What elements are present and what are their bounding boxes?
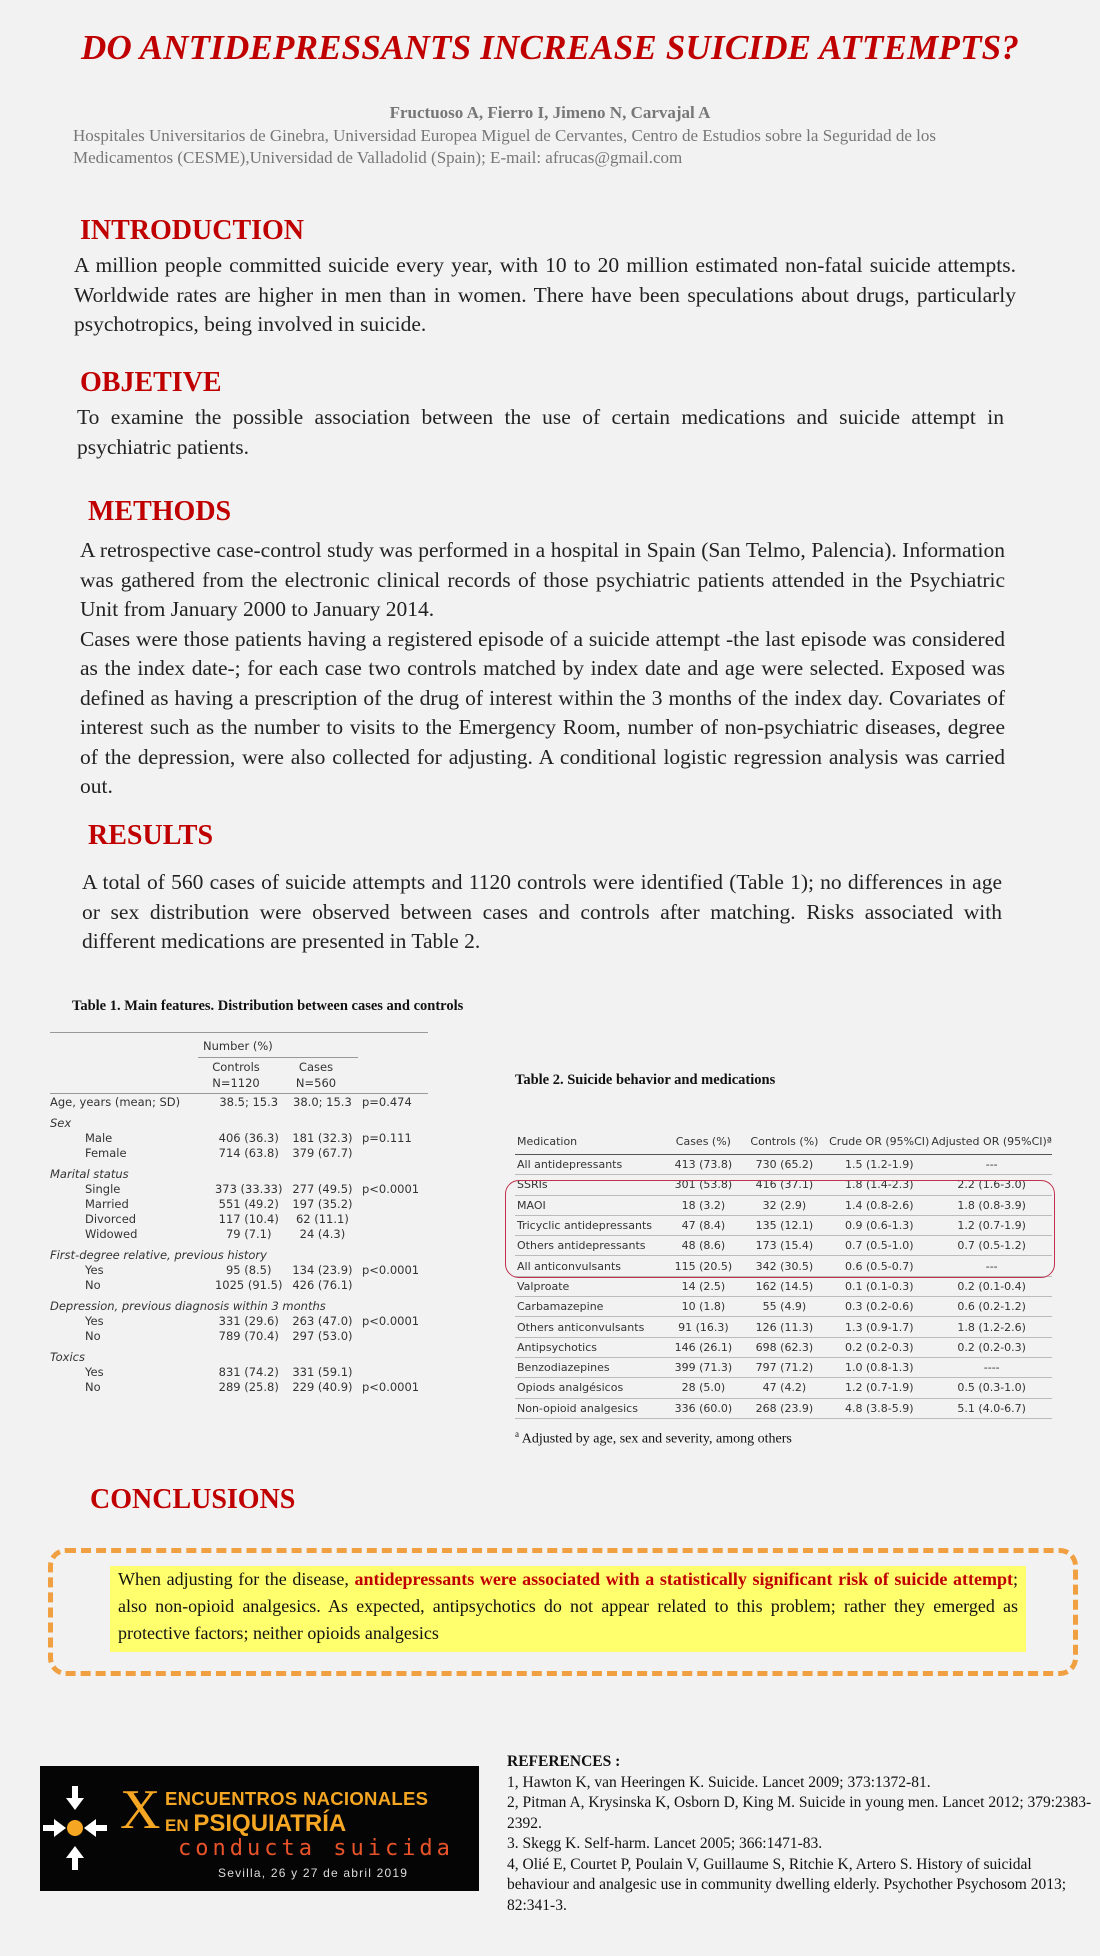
table2-value-cell: 4.8 (3.8-5.9) <box>827 1398 931 1418</box>
references <box>507 1752 1097 1916</box>
table2-value-cell: 0.2 (0.1-0.4) <box>931 1276 1052 1296</box>
table2-header-cell: Controls (%) <box>742 1128 827 1155</box>
table2-value-cell: 698 (62.3) <box>742 1337 827 1357</box>
table1-cell-cases: 24 (4.3) <box>299 1227 346 1241</box>
table2-medication-cell: Valproate <box>515 1276 665 1296</box>
table2-medication-cell: Antipsychotics <box>515 1337 665 1357</box>
table1-cell-cases: 263 (47.0) <box>292 1314 353 1328</box>
table2-row <box>515 1317 1052 1337</box>
table2-medication-cell: Others antidepressants <box>515 1236 665 1256</box>
table1-cell-label: Single <box>85 1182 121 1196</box>
table1-col-controls: Controls <box>212 1060 260 1074</box>
table1-cell-controls: 406 (36.3) <box>218 1131 279 1145</box>
table1-body <box>50 1095 430 1395</box>
table1-row <box>50 1365 430 1380</box>
table2-value-cell: 126 (11.3) <box>742 1317 827 1337</box>
table2-row <box>515 1357 1052 1377</box>
table2-value-cell: 146 (26.1) <box>665 1337 742 1357</box>
logo-line-2 <box>165 1810 346 1838</box>
table2-value-cell: 413 (73.8) <box>665 1155 742 1175</box>
table2-medication-cell: Benzodiazepines <box>515 1357 665 1377</box>
table1-cell-p: p<0.0001 <box>361 1263 420 1277</box>
table1-cell-label: No <box>85 1380 101 1394</box>
table1-group-label: First-degree relative, previous history <box>50 1248 267 1262</box>
table1-row <box>50 1182 430 1197</box>
table1-cell-controls: 331 (29.6) <box>218 1314 279 1328</box>
table1-group-row <box>50 1161 430 1182</box>
table2-value-cell: 47 (4.2) <box>742 1378 827 1398</box>
table2-value-cell: 14 (2.5) <box>665 1276 742 1296</box>
table2-value-cell: 1.5 (1.2-1.9) <box>827 1155 931 1175</box>
table2-value-cell: 0.1 (0.1-0.3) <box>827 1276 931 1296</box>
table1-cell-cases: 426 (76.1) <box>292 1278 353 1292</box>
table1-cell-p: p=0.111 <box>361 1131 412 1145</box>
table1-cell-label: Married <box>85 1197 129 1211</box>
table2-value-cell: 0.9 (0.6-1.3) <box>827 1215 931 1235</box>
table2-medication-cell: SSRIs <box>515 1175 665 1195</box>
table1-cell-p: p<0.0001 <box>361 1314 420 1328</box>
table2-value-cell: 1.0 (0.8-1.3) <box>827 1357 931 1377</box>
logo-line-2-prefix: EN <box>165 1816 194 1835</box>
table1-cell-controls: 117 (10.4) <box>218 1212 279 1226</box>
conclusions-text <box>110 1566 1026 1652</box>
table2-value-cell: 342 (30.5) <box>742 1256 827 1276</box>
table1-cell-label: Yes <box>85 1263 104 1277</box>
table1-header-rule <box>198 1057 358 1058</box>
logo-line-2-main: PSIQUIATRÍA <box>193 1810 347 1837</box>
table1-group-label: Depression, previous diagnosis within 3 months <box>50 1299 326 1313</box>
table2-value-cell: 135 (12.1) <box>742 1215 827 1235</box>
reference-item: 2, Pitman A, Krysinska K, Osborn D, King M. Suicide in young men. Lancet 2012; 379:2383-2392. <box>507 1794 1092 1832</box>
table1-group-row <box>50 1242 430 1263</box>
affiliation-line-2: Medicamentos (CESME),Universidad de Valladolid (Spain); E-mail: afrucas@gmail.com <box>73 148 683 167</box>
objective-heading: OBJETIVE <box>80 367 222 398</box>
table1-cell-cases: 134 (23.9) <box>292 1263 353 1277</box>
table2-value-cell: 399 (71.3) <box>665 1357 742 1377</box>
table1-group-label: Toxics <box>50 1350 85 1364</box>
objective-text: To examine the possible association between the use of certain medications and suicide attempt in psychiatric patients. <box>77 405 1004 459</box>
table1-cell-label: Widowed <box>85 1227 138 1241</box>
table1-row <box>50 1146 430 1161</box>
antidepressant-highlight-box <box>505 1180 1055 1278</box>
introduction-text: A million people committed suicide every year, with 10 to 20 million estimated non-fatal suicide attempts. Worldwide rates are higher in men than in women. There have been speculations about drugs, particularly psychotropics, being involved in suicide. <box>74 253 1016 336</box>
table2-medication-cell: All antidepressants <box>515 1155 665 1175</box>
conclusions-heading: CONCLUSIONS <box>90 1484 296 1515</box>
reference-item: 4, Olié E, Courtet P, Poulain V, Guillaume S, Ritchie K, Artero S. History of suicidal behaviour and analgesic use in community dwelling elderly. Psychother Psychosom 2013; 82:341-3. <box>507 1855 1067 1914</box>
table1 <box>50 1032 430 1395</box>
table2-row <box>515 1398 1052 1418</box>
table1-cell-controls: 551 (49.2) <box>218 1197 279 1211</box>
table1-cell-controls: 373 (33.33) <box>214 1182 283 1196</box>
table1-header-bottom-rule <box>50 1093 428 1094</box>
logo-line-1: ENCUENTROS NACIONALES <box>165 1788 429 1809</box>
table2-value-cell: 5.1 (4.0-6.7) <box>931 1398 1052 1418</box>
table2-header-cell: Medication <box>515 1128 665 1155</box>
table2-medication-cell: MAOI <box>515 1195 665 1215</box>
table1-cell-controls: 95 (8.5) <box>225 1263 272 1277</box>
table2-value-cell: 268 (23.9) <box>742 1398 827 1418</box>
table1-cell-label: Divorced <box>85 1212 137 1226</box>
table1-cell-cases: 379 (67.7) <box>292 1146 353 1160</box>
table2-medication-cell: Tricyclic antidepressants <box>515 1215 665 1235</box>
table2-value-cell: 1.2 (0.7-1.9) <box>931 1215 1052 1235</box>
table2-value-cell: 162 (14.5) <box>742 1276 827 1296</box>
table1-cell-controls: 714 (63.8) <box>218 1146 279 1160</box>
references-heading: REFERENCES : <box>507 1753 621 1770</box>
table1-cell-p <box>358 1365 430 1380</box>
table1-cell-p <box>358 1227 430 1242</box>
table2-value-cell: 1.8 (1.2-2.6) <box>931 1317 1052 1337</box>
table1-cell-cases: 229 (40.9) <box>292 1380 353 1394</box>
table2-medication-cell: All anticonvulsants <box>515 1256 665 1276</box>
table2-value-cell: 10 (1.8) <box>665 1297 742 1317</box>
results-text: A total of 560 cases of suicide attempts and 1120 controls were identified (Table 1); no differences in age or sex distribution were observed between cases and controls after matching. Risks associated with different medications are presented in Table 2. <box>82 870 1002 953</box>
table1-group-row <box>50 1110 430 1131</box>
table2-value-cell: 91 (16.3) <box>665 1317 742 1337</box>
table1-group-row <box>50 1293 430 1314</box>
table1-cell-label: No <box>85 1329 101 1343</box>
table1-cell-cases: 197 (35.2) <box>292 1197 353 1211</box>
table1-cell-p: p<0.0001 <box>361 1380 420 1394</box>
table1-n-controls: N=1120 <box>212 1076 260 1090</box>
congress-logo <box>40 1766 479 1891</box>
table2-value-cell: 1.2 (0.7-1.9) <box>827 1378 931 1398</box>
table1-cell-controls: 289 (25.8) <box>218 1380 279 1394</box>
table1-group-row <box>50 1344 430 1365</box>
table2-row <box>515 1155 1052 1175</box>
table2-medication-cell: Opiods analgésicos <box>515 1378 665 1398</box>
table1-caption: Table 1. Main features. Distribution between cases and controls <box>72 998 464 1014</box>
table2-header-cell: Crude OR (95%CI) <box>827 1128 931 1155</box>
table1-cell-p <box>358 1212 430 1227</box>
table2-value-cell: 0.6 (0.5-0.7) <box>827 1256 931 1276</box>
methods-heading: METHODS <box>88 496 232 527</box>
table1-cell-controls: 831 (74.2) <box>218 1365 279 1379</box>
logo-numeral: X <box>120 1779 161 1841</box>
table2-medication-cell: Others anticonvulsants <box>515 1317 665 1337</box>
table2-value-cell: 0.6 (0.2-1.2) <box>931 1297 1052 1317</box>
table2-footnote-mark: a <box>515 1428 519 1439</box>
table2-value-cell: --- <box>931 1256 1052 1276</box>
table1-cell-label: Age, years (mean; SD) <box>50 1095 181 1109</box>
table1-cell-cases: 62 (11.1) <box>295 1212 349 1226</box>
table2-footnote-text: Adjusted by age, sex and severity, among others <box>521 1431 792 1447</box>
table2-value-cell: 18 (3.2) <box>665 1195 742 1215</box>
table2-header-cell: Cases (%) <box>665 1128 742 1155</box>
table1-row <box>50 1227 430 1242</box>
methods-text <box>80 536 1005 802</box>
introduction-heading: INTRODUCTION <box>80 215 305 246</box>
table1-row <box>50 1212 430 1227</box>
table1-cell-cases: 277 (49.5) <box>292 1182 353 1196</box>
table1-cell-p <box>358 1329 430 1344</box>
table2-value-cell: 173 (15.4) <box>742 1236 827 1256</box>
table2-medication-cell: Non-opioid analgesics <box>515 1398 665 1418</box>
conclusions-text-end: ; also non-opioid analgesics. As expected, antipsychotics do not appear related to this problem; rather they emerged as protective factors; neither opioids analgesics <box>118 1569 1018 1643</box>
table1-row <box>50 1095 430 1110</box>
table1-cell-p <box>358 1197 430 1212</box>
table2-row <box>515 1276 1052 1296</box>
results-heading: RESULTS <box>88 820 214 851</box>
table2-value-cell: ---- <box>931 1357 1052 1377</box>
poster-title: DO ANTIDEPRESSANTS INCREASE SUICIDE ATTEMPTS? <box>80 28 1020 67</box>
table2-value-cell: 47 (8.4) <box>665 1215 742 1235</box>
table2-header-cell: Adjusted OR (95%CI)ª <box>931 1128 1052 1155</box>
table2-value-cell: --- <box>931 1155 1052 1175</box>
table2 <box>515 1128 1052 1448</box>
table2-value-cell: 0.5 (0.3-1.0) <box>931 1378 1052 1398</box>
table1-cell-controls: 789 (70.4) <box>218 1329 279 1343</box>
table2-value-cell: 1.8 (1.4-2.3) <box>827 1175 931 1195</box>
table2-value-cell: 0.7 (0.5-1.2) <box>931 1236 1052 1256</box>
table2-value-cell: 1.8 (0.8-3.9) <box>931 1195 1052 1215</box>
table1-cell-label: Yes <box>85 1314 104 1328</box>
table1-cell-label: Male <box>85 1131 113 1145</box>
affiliation <box>73 125 1033 169</box>
methods-paragraph-1: A retrospective case-control study was performed in a hospital in Spain (San Telmo, Palencia). Information was gathered from the electronic clinical records of those psychiatric patients attended in the Psychiatric Unit from January 2000 to January 2014. <box>80 538 1005 621</box>
reference-item: 3. Skegg K. Self-harm. Lancet 2005; 366:1471-83. <box>507 1835 823 1852</box>
table1-row <box>50 1314 430 1329</box>
table1-group-label: Marital status <box>50 1167 129 1181</box>
table1-cell-p <box>358 1278 430 1293</box>
table1-group-label: Sex <box>50 1116 72 1130</box>
table2-value-cell: 730 (65.2) <box>742 1155 827 1175</box>
table1-cell-p <box>358 1146 430 1161</box>
table1-header <box>50 1037 430 1095</box>
table2-caption: Table 2. Suicide behavior and medications <box>515 1072 776 1088</box>
table1-col-cases: Cases <box>298 1060 334 1074</box>
table1-cell-cases: 331 (59.1) <box>292 1365 353 1379</box>
table1-cell-p: p<0.0001 <box>361 1182 420 1196</box>
logo-line-3: conducta suicida <box>178 1836 454 1861</box>
reference-item: 1, Hawton K, van Heeringen K. Suicide. Lancet 2009; 373:1372-81. <box>507 1773 931 1791</box>
affiliation-line-1: Hospitales Universitarios de Ginebra, Universidad Europea Miguel de Cervantes, Centro de Estudios sobre la Seguridad de los <box>73 126 937 145</box>
arrows-icon <box>40 1766 120 1891</box>
table2-value-cell: 32 (2.9) <box>742 1195 827 1215</box>
table2-value-cell: 0.2 (0.2-0.3) <box>827 1337 931 1357</box>
table2-value-cell: 0.3 (0.2-0.6) <box>827 1297 931 1317</box>
table1-n-cases: N=560 <box>295 1076 337 1090</box>
table2-footnote <box>515 1429 1052 1448</box>
table1-row <box>50 1197 430 1212</box>
table2-value-cell: 0.2 (0.2-0.3) <box>931 1337 1052 1357</box>
table1-cell-controls: 38.5; 15.3 <box>219 1095 279 1109</box>
table2-value-cell: 48 (8.6) <box>665 1236 742 1256</box>
table2-value-cell: 55 (4.9) <box>742 1297 827 1317</box>
logo-line-4: Sevilla, 26 y 27 de abril 2019 <box>218 1866 409 1880</box>
table2-value-cell: 1.3 (0.9-1.7) <box>827 1317 931 1337</box>
conclusions-key-finding: antidepressants were associated with a statistically significant risk of suicide attempt <box>354 1569 1013 1589</box>
authors: Fructuoso A, Fierro I, Jimeno N, Carvajal A <box>389 103 711 122</box>
table1-cell-label: No <box>85 1278 101 1292</box>
table2-row <box>515 1337 1052 1357</box>
table2-value-cell: 0.7 (0.5-1.0) <box>827 1236 931 1256</box>
table2-value-cell: 301 (53.8) <box>665 1175 742 1195</box>
table2-value-cell: 1.4 (0.8-2.6) <box>827 1195 931 1215</box>
table2-value-cell: 416 (37.1) <box>742 1175 827 1195</box>
table1-cell-controls: 1025 (91.5) <box>214 1278 283 1292</box>
table1-header-group: Number (%) <box>203 1039 273 1053</box>
table1-cell-p: p=0.474 <box>361 1095 412 1109</box>
conclusions-text-start: When adjusting for the disease, <box>118 1569 355 1589</box>
table2-value-cell: 115 (20.5) <box>665 1256 742 1276</box>
table2-value-cell: 2.2 (1.6-3.0) <box>931 1175 1052 1195</box>
table2-value-cell: 336 (60.0) <box>665 1398 742 1418</box>
table1-cell-label: Female <box>85 1146 127 1160</box>
table2-value-cell: 797 (71.2) <box>742 1357 827 1377</box>
methods-paragraph-2: Cases were those patients having a registered episode of a suicide attempt -the last episode was considered as the index date-; for each case two controls matched by index date and age were selected. Exposed was defined as having a prescription of the drug of interest within the 3 months of the index day. Covariates of interest such as the number to visits to the Emergency Room, number of non-psychiatric diseases, degree of the depression, were also collected for adjusting. A conditional logistic regression analysis was carried out. <box>80 626 1005 798</box>
table1-cell-cases: 297 (53.0) <box>292 1329 353 1343</box>
table1-row <box>50 1278 430 1293</box>
table2-row <box>515 1378 1052 1398</box>
table1-top-rule <box>50 1032 428 1033</box>
table1-cell-cases: 38.0; 15.3 <box>293 1095 352 1109</box>
table1-row <box>50 1380 430 1395</box>
table1-cell-controls: 79 (7.1) <box>225 1227 272 1241</box>
table2-medication-cell: Carbamazepine <box>515 1297 665 1317</box>
table1-row <box>50 1263 430 1278</box>
table1-cell-cases: 181 (32.3) <box>292 1131 353 1145</box>
table1-row <box>50 1329 430 1344</box>
table1-row <box>50 1131 430 1146</box>
table1-cell-label: Yes <box>85 1365 104 1379</box>
table2-value-cell: 28 (5.0) <box>665 1378 742 1398</box>
table2-row <box>515 1297 1052 1317</box>
